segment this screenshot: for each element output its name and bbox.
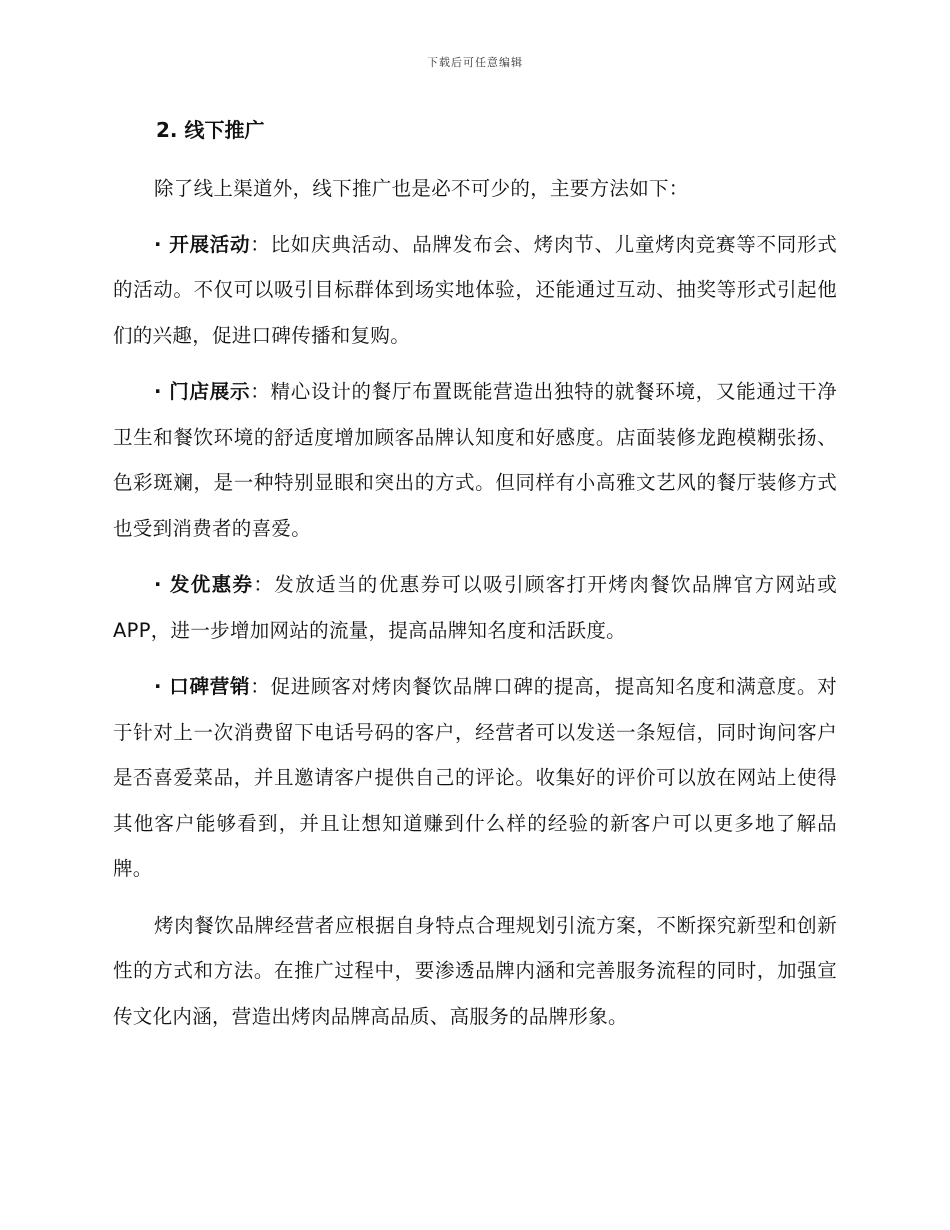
intro-paragraph: 除了线上渠道外，线下推广也是必不可少的，主要方法如下： [154, 177, 689, 200]
bullet-text-coupons: ：发放适当的优惠券可以吸引顾客打开烤肉餐饮品牌官方网站或 APP，进一步增加网站的流量，提高品牌知名度和活跃度。 [113, 573, 837, 642]
bullet-text-word-of-mouth: ：促进顾客对烤肉餐饮品牌口碑的提高，提高知名度和满意度。对于针对上一次消费留下电话号码的客户，经营者可以发送一条短信，同时询问客户是否喜爱菜品，并且邀请客户提供自己的评论。收集好的评价可以放在网站上使得其他客户能够看到，并且让想知道赚到什么样的经验的新客户可以更多地了解品牌。 [113, 675, 838, 880]
conclusion-paragraph: 烤肉餐饮品牌经营者应根据自身特点合理规划引流方案，不断探究新型和创新性的方式和方法。在推广过程中，要渗透品牌内涵和完善服务流程的同时，加强宣传文化内涵，营造出烤肉品牌高品质、高服务的品牌形象。 [113, 913, 837, 1028]
bullet-term-store-display: · 门店展示 [154, 380, 251, 403]
bullet-term-events: · 开展活动 [154, 232, 251, 256]
bullet-paragraph-store-display [113, 369, 837, 551]
bullet-paragraph-coupons [113, 562, 837, 653]
bullet-paragraph-word-of-mouth [113, 664, 837, 892]
section-heading: 2. 线下推广 [156, 118, 265, 142]
bullet-text-store-display: ：精心设计的餐厅布置既能营造出独特的就餐环境，又能通过干净卫生和餐饮环境的舒适度增加顾客品牌认知度和好感度。店面装修龙跑模糊张扬、色彩斑斓，是一种特别显眼和突出的方式。但同样有小高雅文艺风的餐厅装修方式也受到消费者的喜爱。 [113, 380, 838, 540]
bullet-text-events: ：比如庆典活动、品牌发布会、烤肉节、儿童烤肉竞赛等不同形式的活动。不仅可以吸引目标群体到场实地体验，还能通过互动、抽奖等形式引起他们的兴趣，促进口碑传播和复购。 [113, 232, 838, 347]
page-header: 下载后可任意编辑 [427, 56, 523, 69]
bullet-term-word-of-mouth: · 口碑营销 [154, 675, 251, 698]
document-body [113, 112, 837, 1050]
bullet-term-coupons: · 发优惠券 [154, 573, 254, 596]
bullet-paragraph-events [113, 222, 837, 359]
